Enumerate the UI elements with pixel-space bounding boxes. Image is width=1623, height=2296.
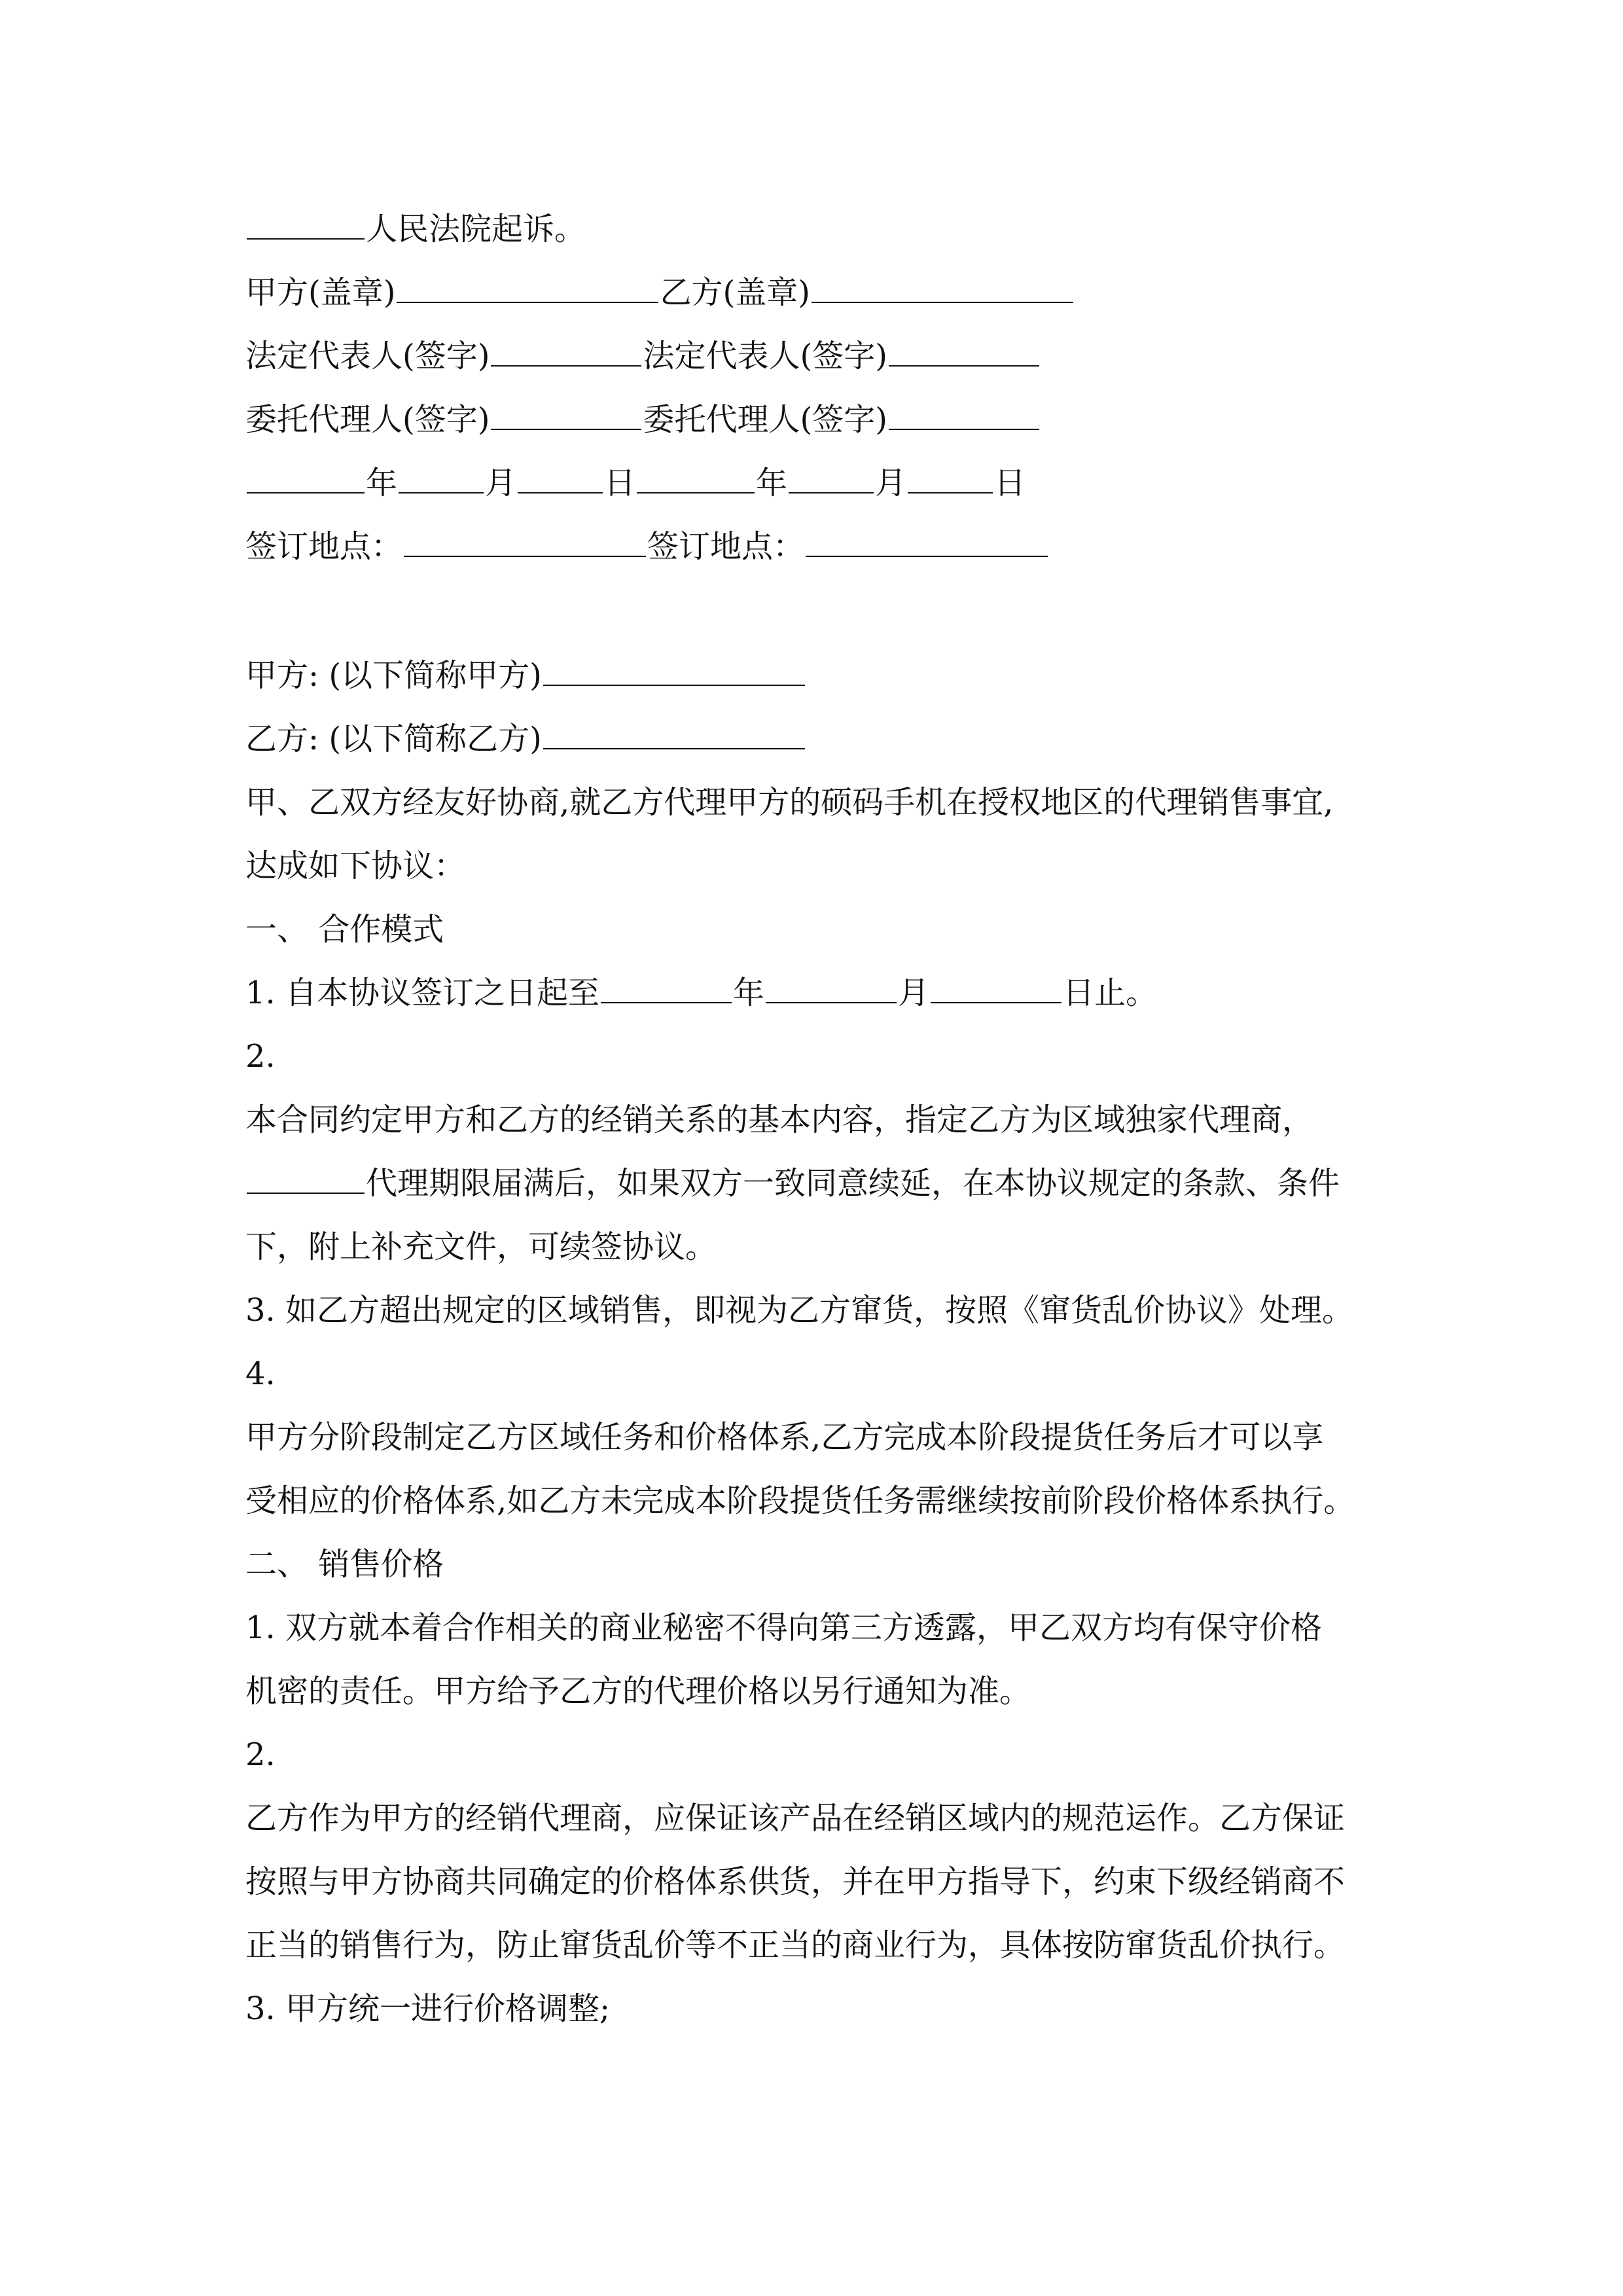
section-1-heading: 一、 合作模式 [245,911,444,948]
agent-a-blank [491,400,641,430]
section-1-item-2-number: 2. [245,1038,276,1075]
date-line [245,462,1410,504]
item-1-month-blank [766,973,897,1003]
section-1-item-2-line-2 [245,1162,1410,1204]
item-2-line-2-text: 代理期限届满后，如果双方一致同意续延，在本协议规定的条款、条件 [366,1165,1340,1202]
section-1-item-4-number: 4. [245,1355,276,1392]
section-2-heading: 二、 销售价格 [245,1546,444,1583]
section-2-item-3: 3. 甲方统一进行价格调整; [245,1990,611,2027]
court-line-text: 人民法院起诉。 [366,211,586,247]
intro-line-2: 达成如下协议： [245,848,466,884]
section-1-item-2-line-1: 本合同约定甲方和乙方的经销关系的基本内容，指定乙方为区域独家代理商， [245,1102,1314,1138]
date-b-year-blank [637,463,755,493]
place-a-blank [404,527,646,557]
place-line [245,526,1410,567]
place-b-label: 签订地点： [647,528,805,565]
legal-rep-line [245,335,1410,377]
seal-line [245,272,1410,314]
place-a-label: 签订地点： [245,528,403,565]
party-b-seal-label: 乙方(盖章) [660,274,810,311]
date-a-year-label: 年 [366,465,398,501]
item-1-year-label: 年 [733,975,765,1011]
section-2-item-2-number: 2. [245,1736,276,1773]
section-1-item-3: 3. 如乙方超出规定的区域销售，即视为乙方窜货，按照《窜货乱价协议》处理。 [245,1292,1354,1329]
party-a-line [245,655,1410,696]
date-b-day-label: 日 [994,465,1026,501]
party-b-blank [543,719,805,749]
item-1-prefix: 1. 自本协议签订之日起至 [245,975,600,1011]
party-b-line [245,718,1410,760]
place-b-blank [806,527,1048,557]
legal-rep-a-label: 法定代表人(签字) [245,338,490,374]
date-a-year-blank [247,463,365,493]
date-b-month-blank [789,463,874,493]
intro-line-1: 甲、乙双方经友好协商,就乙方代理甲方的硕码手机在授权地区的代理销售事宜, [245,784,1334,821]
item-1-day-blank [931,973,1061,1003]
section-2-item-1-line-2: 机密的责任。甲方给予乙方的代理价格以另行通知为准。 [245,1673,1031,1710]
party-a-label: 甲方: (以下简称甲方) [245,657,542,694]
party-a-seal-blank [397,273,658,303]
court-line [245,208,1410,250]
section-2-item-1-line-1: 1. 双方就本着合作相关的商业秘密不得向第三方透露，甲乙双方均有保守价格 [245,1609,1323,1646]
section-2-item-2-line-2: 按照与甲方协商共同确定的价格体系供货，并在甲方指导下，约束下级经销商不 [245,1863,1346,1900]
agent-line [245,399,1410,440]
date-a-month-blank [399,463,484,493]
party-b-label: 乙方: (以下简称乙方) [245,721,542,757]
legal-rep-b-label: 法定代表人(签字) [643,338,887,374]
party-a-seal-label: 甲方(盖章) [245,274,396,311]
item-2-blank [247,1164,365,1194]
date-a-month-label: 月 [485,465,517,501]
item-1-year-blank [601,973,732,1003]
section-1-item-1 [245,972,1410,1014]
party-b-seal-blank [812,273,1073,303]
section-2-item-2-line-3: 正当的销售行为，防止窜货乱价等不正当的商业行为，具体按防窜货乱价执行。 [245,1927,1346,1964]
agent-b-label: 委托代理人(签字) [643,401,887,438]
section-1-item-2-line-3: 下，附上补充文件，可续签协议。 [245,1229,717,1265]
item-1-suffix: 日止。 [1063,975,1158,1011]
agent-b-blank [889,400,1039,430]
court-blank [247,209,365,240]
date-b-day-blank [908,463,993,493]
party-a-blank [543,656,805,686]
legal-rep-a-blank [491,336,641,367]
item-1-month-label: 月 [898,975,930,1011]
date-a-day-label: 日 [604,465,636,501]
agent-a-label: 委托代理人(签字) [245,401,490,438]
section-2-item-2-line-1: 乙方作为甲方的经销代理商，应保证该产品在经销区域内的规范运作。乙方保证 [245,1800,1346,1837]
legal-rep-b-blank [889,336,1039,367]
date-b-year-label: 年 [756,465,788,501]
section-1-item-4-line-1: 甲方分阶段制定乙方区域任务和价格体系,乙方完成本阶段提货任务后才可以享 [245,1419,1324,1456]
date-b-month-label: 月 [875,465,907,501]
date-a-day-blank [518,463,603,493]
section-1-item-4-line-2: 受相应的价格体系,如乙方未完成本阶段提货任务需继续按前阶段价格体系执行。 [245,1482,1355,1519]
